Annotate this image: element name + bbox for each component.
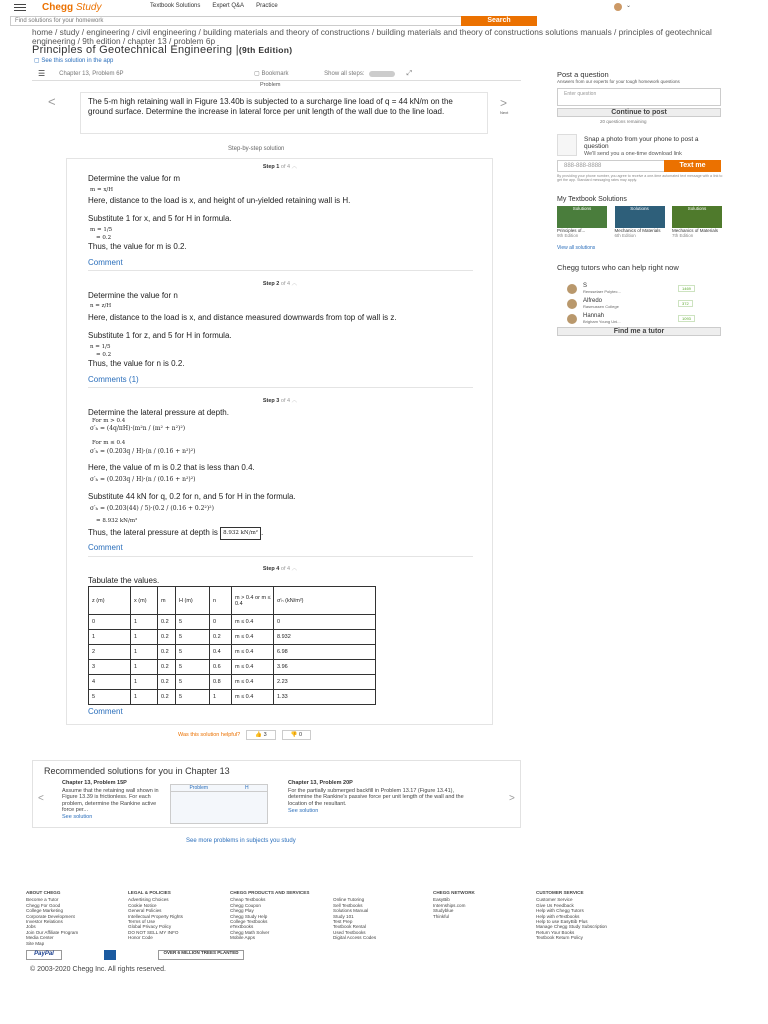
table-cell: 5 <box>176 630 210 645</box>
footer-link[interactable]: Terms of Use <box>128 919 156 925</box>
footer-link[interactable]: Online Tutoring <box>333 897 365 903</box>
footer-link[interactable]: Cheap Textbooks <box>230 897 266 903</box>
step-3-formula-2: σ′ₕ = (0.203q / H)·(n / (0.16 + n²)²) <box>90 448 196 455</box>
tutor-school: Rensselaer Polytec... <box>583 288 621 294</box>
divider <box>88 556 473 557</box>
footer-link[interactable]: General Policies <box>128 908 162 914</box>
table-cell: 6.98 <box>274 645 376 660</box>
footer-column <box>26 890 128 946</box>
show-steps-toggle[interactable] <box>369 71 395 77</box>
view-all-solutions-link[interactable]: View all solutions <box>557 245 596 251</box>
tutor-rating-badge: 1469 <box>678 285 695 292</box>
footer-link[interactable]: Textbook Return Policy <box>536 935 583 941</box>
footer-column <box>128 890 230 941</box>
table-header: z (m) <box>89 587 131 615</box>
footer-link[interactable]: Help to use EasyBib Plus <box>536 919 588 925</box>
recommended-card-2[interactable]: Chapter 13, Problem 20P For the partially submerged backfill in Problem 13.17 (Figure 13.41), determine the Rankine's passive force per unit length of the wall and the location of the resultant. See solution <box>288 780 478 814</box>
table-cell: 5 <box>176 645 210 660</box>
step-3-formula-3: σ′ₕ = (0.203q / H)·(n / (0.16 + n²)²) <box>90 476 196 483</box>
see-solution-link[interactable]: See solution <box>288 807 319 814</box>
footer-link[interactable]: Become a Tutor <box>26 897 59 903</box>
tutor-name: S <box>583 282 588 289</box>
see-in-app-link[interactable]: ▢ See this solution in the app <box>34 58 114 64</box>
phone-icon <box>557 134 577 156</box>
table-row <box>89 690 376 705</box>
footer-link[interactable]: Honor Code <box>128 935 153 941</box>
table-header: H (m) <box>176 587 210 615</box>
table-cell: 1 <box>131 675 158 690</box>
footer-column <box>536 890 646 941</box>
footer-link[interactable]: Chegg Play <box>230 908 254 914</box>
my-textbook-title: My Textbook Solutions <box>557 196 627 203</box>
recommended-thumbnail: Problem H <box>170 784 268 824</box>
step-2-calc-a: n = 1/5 <box>90 344 111 350</box>
table-cell: 1 <box>89 630 131 645</box>
helpful-question: Was this solution helpful? <box>178 732 241 738</box>
show-steps-label: Show all steps: <box>324 70 365 77</box>
table-cell: 1 <box>131 645 158 660</box>
table-cell: 0.2 <box>158 630 176 645</box>
problem-text: The 5-m high retaining wall in Figure 13.40b is subjected to a surcharge line load of q = 44 kN/m on the ground surface. Determine the increase in lateral force per unit length of the wall due to the line load. <box>88 97 453 117</box>
textbook-card[interactable]: Solutions Mechanics of Materials 6th Edition <box>615 206 665 238</box>
footer-heading: LEGAL & POLICIES <box>128 890 171 895</box>
tutor-school: Rasmussen College <box>583 303 619 309</box>
footer-link[interactable]: Corporate Development <box>26 913 75 919</box>
solution-label: Step-by-step solution <box>228 146 285 152</box>
step-1-calc-a: m = 1/5 <box>90 227 113 233</box>
footer-heading: CHEGG NETWORK <box>433 890 475 895</box>
table-header: m <box>158 587 176 615</box>
tutor-avatar <box>567 284 577 294</box>
table-cell: 0.2 <box>158 660 176 675</box>
tutor-card[interactable] <box>557 296 719 311</box>
step-2-comment-link[interactable]: Comments (1) <box>88 375 139 384</box>
table-header: n <box>210 587 232 615</box>
table-cell: 0.2 <box>210 630 232 645</box>
footer-column <box>230 890 333 941</box>
table-header: x (m) <box>131 587 158 615</box>
table-cell: 0 <box>89 615 131 630</box>
nav-textbook-solutions[interactable]: Textbook Solutions <box>150 3 201 9</box>
footer-link[interactable]: Used Textbooks <box>333 929 366 935</box>
step-1-substitute: Substitute 1 for x, and 5 for H in formula. <box>88 214 232 223</box>
table-row <box>89 645 376 660</box>
divider <box>88 387 473 388</box>
step-2-result: Thus, the value for n is 0.2. <box>88 359 185 368</box>
textbook-cover: Solutions <box>557 206 607 228</box>
footer-link[interactable]: Studyblue <box>433 908 454 914</box>
footer-link[interactable]: Give Us Feedback <box>536 902 574 908</box>
step-2-calc-b: = 0.2 <box>96 352 112 358</box>
footer-link[interactable]: Customer Service <box>536 897 573 903</box>
footer-link[interactable]: College Marketing <box>26 908 64 914</box>
footer-link[interactable]: Help with eTextbooks <box>536 913 580 919</box>
footer-link[interactable]: Cookie Notice <box>128 902 157 908</box>
post-question-title: Post a question <box>557 70 609 79</box>
step-2-header[interactable]: Step 2 of 4 ︿ <box>262 281 298 287</box>
table-cell: 0.2 <box>158 690 176 705</box>
step-1-title: Determine the value for m <box>88 174 181 183</box>
tutors-title: Chegg tutors who can help right now <box>557 263 679 272</box>
table-header-row <box>89 587 376 615</box>
snap-text: Snap a photo from your phone to post a question <box>584 136 699 150</box>
footer-heading: ABOUT CHEGG <box>26 890 61 895</box>
table-cell: m ≤ 0.4 <box>232 630 274 645</box>
table-row <box>89 675 376 690</box>
textbook-cover: Solutions <box>672 206 722 228</box>
thumbs-up-button[interactable]: 👍 3 <box>246 730 275 740</box>
step-3-formula-1: σ′ₕ = (4q/πH)·(m²n / (m² + n²)²) <box>90 425 186 432</box>
table-cell: 1 <box>131 660 158 675</box>
recommended-title: Recommended solutions for you in Chapter 13 <box>44 766 230 776</box>
footer-link[interactable]: Solutions Manual <box>333 908 369 914</box>
footer-link[interactable]: Chegg Coupon <box>230 902 261 908</box>
table-cell: 3.96 <box>274 660 376 675</box>
result-box: 8.932 kN/m² <box>220 527 261 540</box>
chegg-logo[interactable]: Chegg Study <box>42 2 102 13</box>
step-3-calc: σ′ₕ = (0.203(44) / 5)·(0.2 / (0.16 + 0.2²)²) <box>90 505 214 512</box>
table-cell: m ≤ 0.4 <box>232 690 274 705</box>
step-3-condition-1: For m > 0.4 <box>92 418 126 424</box>
post-question-sub: Answers from our experts for your tough homework questions <box>557 79 680 84</box>
step-1-calc-b: = 0.2 <box>96 235 112 241</box>
footer-link[interactable]: eTextbooks <box>230 924 254 930</box>
step-1-result: Thus, the value for m is 0.2. <box>88 242 187 251</box>
textbook-card[interactable]: Solutions Principles of... 9th Edition <box>557 206 607 238</box>
values-table <box>88 586 376 705</box>
table-cell: 5 <box>89 690 131 705</box>
recommended-prev-arrow[interactable]: < <box>38 793 44 804</box>
footer-link[interactable]: Intellectual Property Rights <box>128 913 183 919</box>
recommended-next-arrow[interactable]: > <box>509 793 515 804</box>
expand-icon[interactable]: ⤢ <box>406 69 413 77</box>
step-1-header[interactable]: Step 1 of 4 ︿ <box>262 164 298 170</box>
tutor-rating-badge: 1093 <box>678 315 695 322</box>
step-1-comment-link[interactable]: Comment <box>88 258 123 267</box>
bookmark-button[interactable]: ▢ Bookmark <box>254 71 289 77</box>
snap-subtext: We'll send you a one-time download link <box>584 151 682 157</box>
step-4-comment-link[interactable]: Comment <box>88 707 123 716</box>
table-cell: 1 <box>131 690 158 705</box>
textbook-card[interactable]: Solutions Mechanics of Materials 7th Edition <box>672 206 722 238</box>
footer-link[interactable]: Return Your Books <box>536 929 575 935</box>
step-3-text: Here, the value of m is 0.2 that is less than 0.4. <box>88 463 255 472</box>
step-3-header[interactable]: Step 3 of 4 ︿ <box>262 398 298 404</box>
footer-link[interactable]: Jobs <box>26 924 36 930</box>
tutor-list <box>557 281 719 326</box>
see-more-link[interactable]: See more problems in subjects you study <box>186 838 296 844</box>
next-problem-arrow[interactable]: > Next <box>500 96 509 115</box>
tutor-card[interactable] <box>557 311 719 326</box>
footer-link[interactable]: Join Our Affiliate Program <box>26 929 79 935</box>
footer-link[interactable]: Global Privacy Policy <box>128 924 172 930</box>
footer-link[interactable]: EasyBib <box>433 897 450 903</box>
footer-link[interactable]: Manage Chegg Study Subscription <box>536 924 607 930</box>
table-cell: 0.8 <box>210 675 232 690</box>
trees-badge: OVER 6 MILLION TREES PLANTED <box>158 950 244 960</box>
footer-link[interactable]: DO NOT SELL MY INFO <box>128 929 179 935</box>
step-2-substitute: Substitute 1 for z, and 5 for H in formula. <box>88 331 232 340</box>
tutor-school: Brigham Young Uni... <box>583 318 621 324</box>
table-cell: 1 <box>210 690 232 705</box>
footer-link[interactable]: Textbook Rental <box>333 924 366 930</box>
tutor-avatar <box>567 299 577 309</box>
nav-practice[interactable]: Practice <box>256 3 278 9</box>
bbb-badge <box>104 950 116 960</box>
table-cell: 2.23 <box>274 675 376 690</box>
tutor-rating-badge: 372 <box>678 300 693 307</box>
table-cell: 0.4 <box>210 645 232 660</box>
chevron-down-icon[interactable]: ⌄ <box>626 3 632 9</box>
tutor-avatar <box>567 314 577 324</box>
question-input[interactable]: Enter question <box>557 88 721 106</box>
find-tutor-button[interactable]: Find me a tutor <box>557 327 721 336</box>
search-input[interactable]: Find solutions for your homework <box>10 16 537 26</box>
list-icon[interactable]: ☰ <box>38 69 46 78</box>
footer-link[interactable]: Sell Textbooks <box>333 902 363 908</box>
footer-link[interactable]: Media Center <box>26 935 54 941</box>
divider <box>88 270 473 271</box>
table-cell: m ≤ 0.4 <box>232 660 274 675</box>
step-2-title: Determine the value for n <box>88 291 178 300</box>
footer-heading: CUSTOMER SERVICE <box>536 890 584 895</box>
step-2-formula: n = z/H <box>90 303 112 309</box>
footer-link[interactable]: Thinkful <box>433 913 450 919</box>
footer-link[interactable]: Site Map <box>26 940 45 946</box>
table-cell: 1 <box>131 615 158 630</box>
table-cell: 2 <box>89 645 131 660</box>
table-row <box>89 630 376 645</box>
table-header: σ′ₕ (kN/m²) <box>274 587 376 615</box>
top-nav <box>150 3 290 9</box>
footer-link[interactable]: Test Prep <box>333 919 353 925</box>
continue-to-post-button[interactable]: Continue to post <box>557 108 721 117</box>
step-4-title: Tabulate the values. <box>88 576 160 585</box>
step-3-condition-2: For m ≤ 0.4 <box>92 440 126 446</box>
table-cell: 5 <box>176 690 210 705</box>
footer-link[interactable]: Chegg Math Solver <box>230 929 270 935</box>
footer-link[interactable]: Advertising Choices <box>128 897 169 903</box>
thumbs-down-button[interactable]: 👎 0 <box>282 730 311 740</box>
table-cell: 0.2 <box>158 615 176 630</box>
footer-link[interactable]: Study 101 <box>333 913 354 919</box>
tutor-card[interactable] <box>557 281 719 296</box>
table-cell: 0.2 <box>158 675 176 690</box>
table-row <box>89 615 376 630</box>
step-1-formula: m = x/H <box>90 187 114 193</box>
table-cell: 1 <box>131 630 158 645</box>
table-cell: 8.932 <box>274 630 376 645</box>
table-cell: 3 <box>89 660 131 675</box>
step-3-substitute: Substitute 44 kN for q, 0.2 for n, and 5 for H in the formula. <box>88 492 296 501</box>
solution-toolbar <box>32 67 521 81</box>
phone-input[interactable]: 888-888-8888 <box>557 160 667 172</box>
footer-link[interactable]: College Textbooks <box>230 919 268 925</box>
table-cell: 5 <box>176 660 210 675</box>
table-cell: m ≤ 0.4 <box>232 615 274 630</box>
textbook-list <box>557 206 722 238</box>
text-me-button[interactable]: Text me <box>664 160 721 172</box>
footer-link[interactable]: Chegg Study Help <box>230 913 268 919</box>
table-cell: 5 <box>176 615 210 630</box>
table-cell: 4 <box>89 675 131 690</box>
table-cell: m ≤ 0.4 <box>232 645 274 660</box>
table-cell: 0 <box>210 615 232 630</box>
avatar[interactable] <box>614 3 622 11</box>
helpful-bar <box>178 730 311 740</box>
step-3-title: Determine the lateral pressure at depth. <box>88 408 229 417</box>
tutor-name: Hannah <box>583 312 605 319</box>
footer-column <box>433 890 536 919</box>
step-3-result: Thus, the lateral pressure at depth is 8.932 kN/m² . <box>88 527 263 540</box>
table-cell: 0 <box>274 615 376 630</box>
footer-link[interactable]: Help with Chegg Tutors <box>536 908 584 914</box>
step-3-calc-result: = 8.932 kN/m² <box>96 518 138 524</box>
search-button[interactable]: Search <box>461 16 537 26</box>
table-cell: 5 <box>176 675 210 690</box>
table-cell: m ≤ 0.4 <box>232 675 274 690</box>
footer-link[interactable]: Mobile Apps <box>230 935 256 941</box>
table-header: m > 0.4 or m ≤ 0.4 <box>232 587 274 615</box>
table-cell: 0.6 <box>210 660 232 675</box>
chapter-label: Chapter 13, Problem 6P <box>59 70 124 77</box>
footer-link[interactable]: Chegg For Good <box>26 902 61 908</box>
footer-column <box>333 890 433 941</box>
table-cell: 1.33 <box>274 690 376 705</box>
questions-remaining: 20 questions remaining <box>600 119 647 124</box>
step-1-text: Here, distance to the load is x, and height of un-yielded retaining wall is H. <box>88 196 351 205</box>
step-2-text: Here, distance to the load is x, and distance measured downwards from top of wall is z. <box>88 313 397 322</box>
edition-label: (9th Edition) <box>238 45 293 55</box>
page-title: Principles of Geotechnical Engineering |(9th Edition) <box>32 44 293 56</box>
step-3-comment-link[interactable]: Comment <box>88 543 123 552</box>
footer-link[interactable]: Digital Access Codes <box>333 935 377 941</box>
footer-link[interactable]: Investor Relations <box>26 919 63 925</box>
nav-expert-qa[interactable]: Expert Q&A <box>212 3 245 9</box>
breadcrumb[interactable]: home / study / engineering / civil engineering / building materials and theory of constructions / building materials and theory of constructions solutions manuals / principles of geotechnical engineering / 9th edition / chapter 13 / problem 6p <box>32 27 712 46</box>
sms-legal-text: By providing your phone number, you agree to receive a one-time automated text message with a link to get the app. Standard messaging rates may apply. <box>557 174 723 182</box>
copyright: © 2003-2020 Chegg Inc. All rights reserved. <box>30 966 166 973</box>
recommended-card-1[interactable]: Chapter 13, Problem 15P Assume that the retaining wall shown in Figure 13.39 is frictionless. For each problem, determine the Rankine active force per... See solution <box>62 780 167 820</box>
textbook-cover: Solutions <box>615 206 665 228</box>
menu-icon[interactable] <box>14 4 26 11</box>
table-row <box>89 660 376 675</box>
table-cell: 0.2 <box>158 645 176 660</box>
previous-problem-arrow[interactable]: < <box>48 94 56 109</box>
step-4-header[interactable]: Step 4 of 4 ︿ <box>262 566 298 572</box>
footer-links <box>26 890 746 946</box>
problem-label: Problem <box>260 82 281 88</box>
see-solution-link[interactable]: See solution <box>62 814 93 821</box>
footer-heading: CHEGG PRODUCTS AND SERVICES <box>230 890 310 895</box>
paypal-badge: PayPal <box>26 950 62 960</box>
tutor-name: Alfredo <box>583 297 603 304</box>
footer-link[interactable]: Internships.com <box>433 902 466 908</box>
